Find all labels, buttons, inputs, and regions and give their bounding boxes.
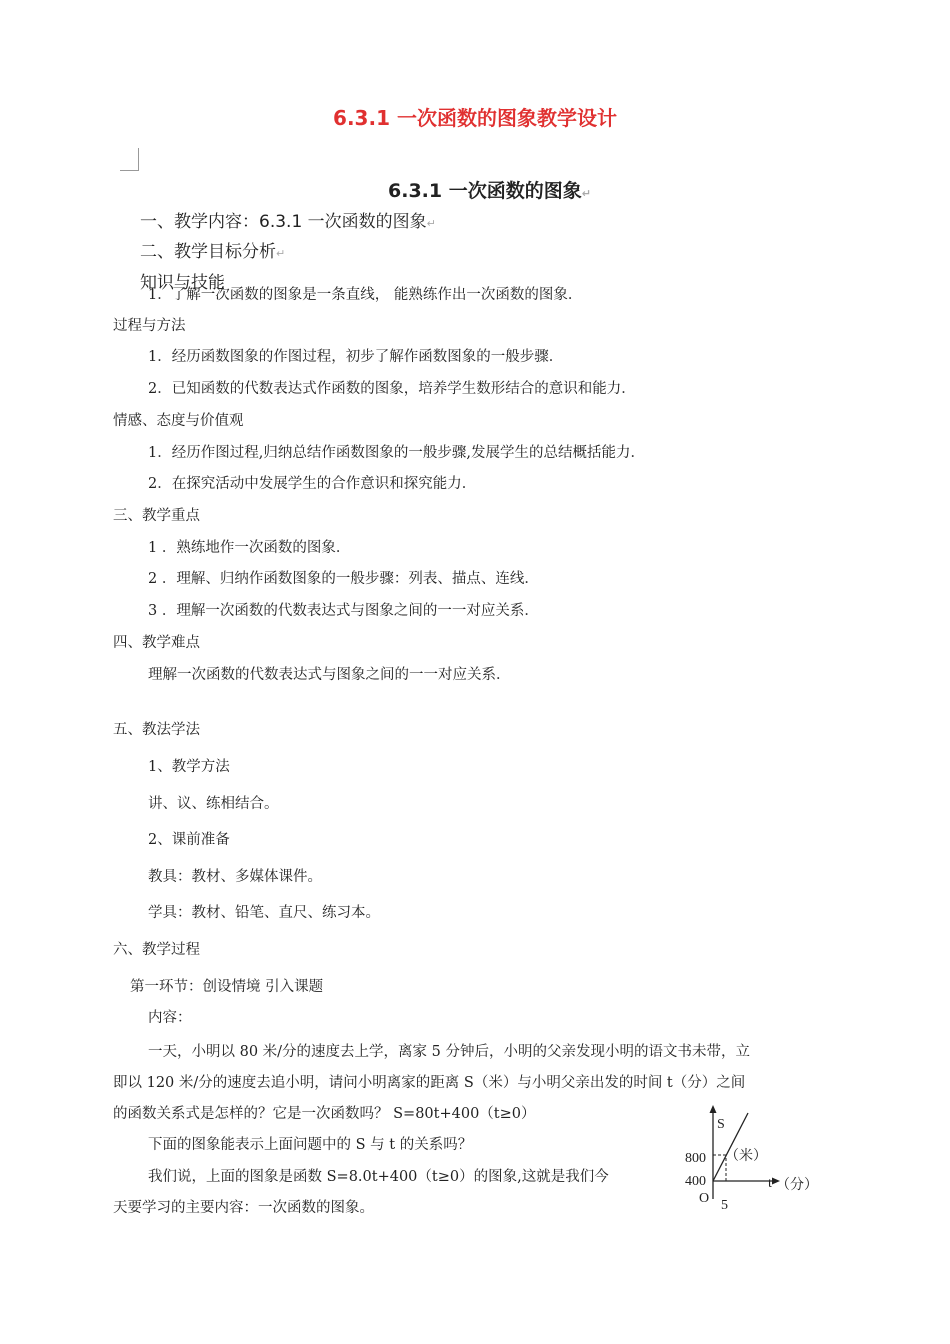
goal-knowledge-1: 1．了解一次函数的图象是一条直线， 能熟练作出一次函数的图象． xyxy=(148,287,583,303)
heading-key-points: 三、教学重点 xyxy=(113,508,200,524)
problem-line-2: 即以 120 米/分的速度去追小明，请问小明离家的距离 S（米）与小明父亲出发的时间 t（分）之间 xyxy=(113,1075,746,1091)
key-point-3: 3 ．理解一次函数的代数表达式与图象之间的一一对应关系． xyxy=(148,603,539,619)
heading-objectives xyxy=(140,237,285,262)
origin-label: O xyxy=(699,1191,710,1206)
difficulty-text: 理解一次函数的代数表达式与图象之间的一一对应关系． xyxy=(148,667,511,683)
problem-line-1: 一天，小明以 80 米/分的速度去上学，离家 5 分钟后，小明的父亲发现小明的语文书未带，立 xyxy=(148,1044,750,1060)
teaching-method-text: 讲、议、练相结合。 xyxy=(148,796,279,812)
heading-teaching-method: 1、教学方法 xyxy=(148,759,230,775)
key-point-2: 2 ．理解、归纳作函数图象的一般步骤：列表、描点、连线． xyxy=(148,571,539,587)
t-unit-label: （分） xyxy=(776,1178,818,1193)
return-mark: ↵ xyxy=(426,217,436,230)
heading-process-steps: 六、教学过程 xyxy=(113,942,200,958)
heading-knowledge: 知识与技能 xyxy=(140,273,225,293)
heading-difficulty: 四、教学难点 xyxy=(113,635,200,651)
step1-heading: 第一环节：创设情境 引入课题 xyxy=(130,979,324,995)
heading-process: 过程与方法 xyxy=(113,318,186,334)
heading-methods: 五、教法学法 xyxy=(113,722,200,738)
return-mark: ↵ xyxy=(276,247,286,260)
heading-objectives-text: 二、教学目标分析 xyxy=(140,242,276,262)
document-title: 6.3.1 一次函数的图象教学设计 xyxy=(333,106,617,130)
tick-5: 5 xyxy=(721,1198,728,1213)
question-text: 下面的图象能表示上面问题中的 S 与 t 的关系吗？ xyxy=(148,1137,473,1153)
goal-process-1: 1．经历函数图象的作图过程，初步了解作函数图象的一般步骤． xyxy=(148,349,564,365)
s-axis-label: S xyxy=(717,1117,725,1132)
return-mark: ↵ xyxy=(581,187,591,200)
explanation-line-1: 我们说，上面的图象是函数 S=8.0t+400（t≥0）的图象,这就是我们今 xyxy=(148,1169,609,1185)
heading-emotion: 情感、态度与价值观 xyxy=(113,413,244,429)
heading-preparation: 2、课前准备 xyxy=(148,832,230,848)
t-axis-label: t xyxy=(768,1176,772,1191)
student-tools: 学具：教材、铅笔、直尺、练习本。 xyxy=(148,905,380,921)
goal-process-2: 2．已知函数的代数表达式作函数的图象，培养学生数形结合的意识和能力． xyxy=(148,381,636,397)
goal-emotion-2: 2．在探究活动中发展学生的合作意识和探究能力． xyxy=(148,476,477,492)
tick-800: 800 xyxy=(685,1151,706,1166)
problem-line-3: 的函数关系式是怎样的？它是一次函数吗？ S=80t+400（t≥0） xyxy=(113,1106,536,1122)
key-point-1: 1 ．熟练地作一次函数的图象． xyxy=(148,540,351,556)
explanation-line-2: 天要学习的主要内容：一次函数的图象。 xyxy=(113,1200,374,1216)
tick-400: 400 xyxy=(685,1174,706,1189)
y-axis-arrow xyxy=(710,1105,717,1113)
function-graph xyxy=(680,1105,830,1215)
section-title xyxy=(388,176,591,203)
section-title-text: 6.3.1 一次函数的图象 xyxy=(388,180,582,202)
teacher-tools: 教具：教材、多媒体课件。 xyxy=(148,869,322,885)
s-unit-label: （米） xyxy=(725,1149,767,1164)
heading-teaching-content-text: 一、教学内容：6.3.1 一次函数的图象 xyxy=(140,212,427,232)
content-label: 内容： xyxy=(148,1010,192,1026)
margin-corner-mark xyxy=(120,148,139,171)
heading-teaching-content xyxy=(140,207,436,232)
goal-emotion-1: 1．经历作图过程,归纳总结作函数图象的一般步骤,发展学生的总结概括能力． xyxy=(148,445,645,461)
